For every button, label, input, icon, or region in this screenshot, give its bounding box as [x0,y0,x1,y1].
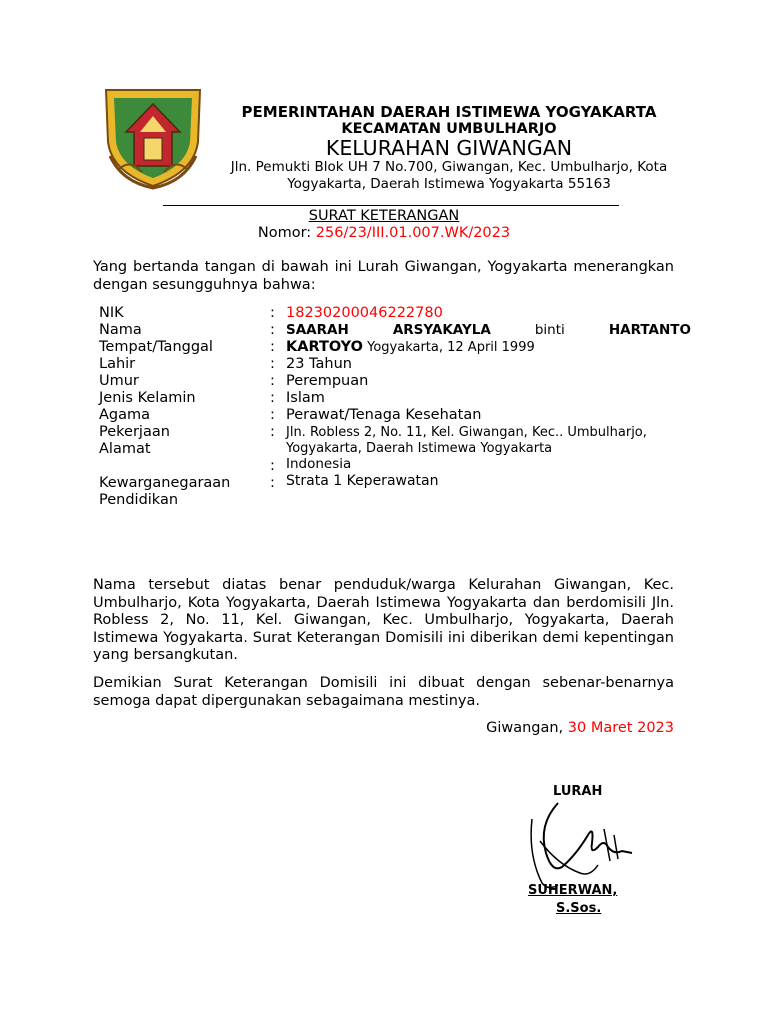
field-label-alamat: Alamat [99,441,151,457]
header-address-line1: Jln. Pemukti Blok UH 7 No.700, Giwangan, Kec. Umbulharjo, Kota [230,159,668,175]
header-government: PEMERINTAHAN DAERAH ISTIMEWA YOGYAKARTA [241,103,657,121]
field-value-kewarganegaraan: Indonesia [286,456,352,472]
nama-word: binti [534,322,565,338]
field-colon: : [270,305,275,321]
field-value-alamat-line2: Yogyakarta, Daerah Istimewa Yogyakarta [286,441,553,456]
letter-number-label: Nomor: [257,225,316,241]
field-label-lahir: Lahir [99,356,136,372]
field-value-pendidikan: Strata 1 Keperawatan [286,473,439,489]
field-label-jenis-kelamin: Jenis Kelamin [99,390,196,406]
field-colon: : [270,322,275,338]
field-label-nama: Nama [99,322,142,338]
body-paragraph-2: Demikian Surat Keterangan Domisili ini dibuat dengan sebenar-benarnya semoga dapat dipergunakan sebagaimana mestinya. [93,675,674,709]
field-colon: : [270,390,275,406]
letter-date [486,720,674,736]
nama-surname: KARTOYO [286,339,363,355]
kelurahan-logo [100,86,206,190]
signatory-name: SUHERWAN, [528,883,618,898]
field-value-umur: 23 Tahun [286,356,352,372]
nama-word: HARTANTO [608,322,691,338]
date-value: 30 Maret 2023 [567,720,674,736]
field-label-agama: Agama [99,407,151,423]
field-value-agama: Islam [286,390,325,406]
field-colon: : [270,424,275,440]
letter-number [163,225,605,241]
body-paragraph-1: Nama tersebut diatas benar penduduk/warga Kelurahan Giwangan, Kec. Umbulharjo, Kota Yogyakarta, Daerah Istimewa Yogyakarta dan berdomisili Jln. Robless 2, No. 11, Kel. Giwangan, Kec. Umbulharjo, Yogyakarta, Daerah Istimewa Yogyakarta. Surat Keterangan Domisili ini diberikan demi kepentingan yang bersangkutan. [93,577,674,663]
signatory-title: LURAH [553,784,603,799]
field-value-nama-line2 [286,339,535,355]
header-address-line2: Yogyakarta, Daerah Istimewa Yogyakarta 55163 [287,176,611,192]
field-colon: : [270,339,275,355]
field-colon: : [270,356,275,372]
letter-number-value: 256/23/III.01.007.WK/2023 [315,225,511,241]
field-label-umur: Umur [99,373,139,389]
field-colon: : [270,475,275,491]
field-value-pekerjaan: Perawat/Tenaga Kesehatan [286,407,482,423]
date-place: Giwangan, [486,720,568,736]
field-value-ttl: Yogyakarta, 12 April 1999 [362,340,535,355]
letter-title: SURAT KETERANGAN [308,208,460,224]
field-label-pekerjaan: Pekerjaan [99,424,170,440]
header-district: KECAMATAN UMBULHARJO [341,121,557,137]
header-divider [163,205,619,206]
field-label-kewarganegaraan: Kewarganegaraan [99,475,231,491]
field-value-nama-line1 [286,322,691,338]
field-colon: : [270,458,275,474]
signatory-degree: S.Sos. [556,901,602,916]
field-colon: : [270,373,275,389]
field-label-pendidikan: Pendidikan [99,492,179,508]
field-value-jenis-kelamin: Perempuan [286,373,369,389]
nama-word: ARSYAKAYLA [392,322,491,338]
field-label-tempat: Tempat/Tanggal [99,339,213,355]
field-colon: : [270,407,275,423]
header-village: KELURAHAN GIWANGAN [325,136,573,160]
intro-paragraph: Yang bertanda tangan di bawah ini Lurah Giwangan, Yogyakarta menerangkan dengan sesungguhnya bahwa: [93,259,674,293]
field-value-nik: 18230200046222780 [286,305,443,321]
signature-image [518,795,638,895]
nama-word: SAARAH [286,322,349,338]
field-label-nik: NIK [99,305,124,321]
field-value-alamat-line1: Jln. Robless 2, No. 11, Kel. Giwangan, Kec.. Umbulharjo, [286,425,647,440]
